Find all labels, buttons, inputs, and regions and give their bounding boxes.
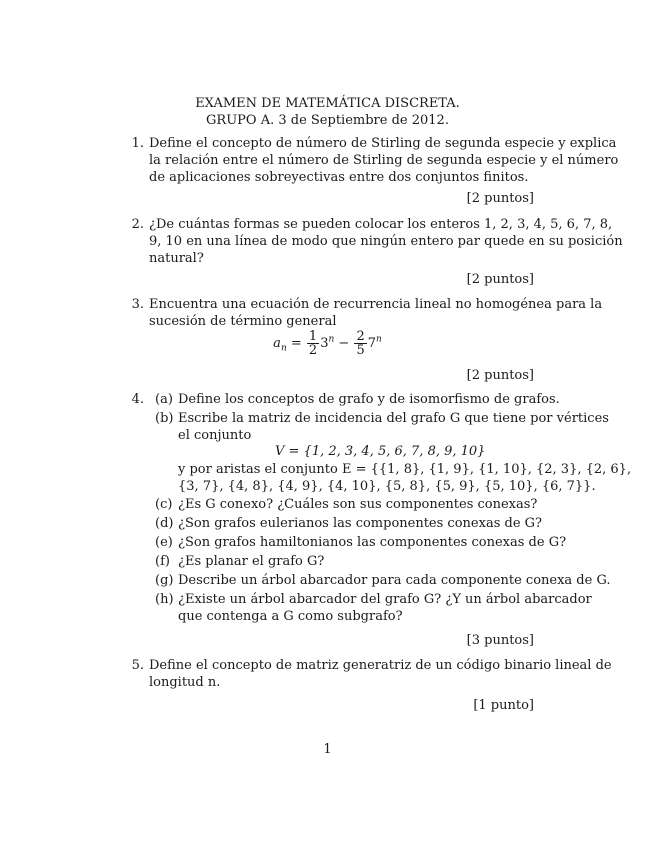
fraction-numerator: 1 [308,329,318,344]
question-line: longitud n. [149,675,221,690]
question-line: Define el concepto de número de Stirling de segunda especie y explica [149,136,617,151]
power-base: 7 [367,336,377,351]
part-h-text: que contenga a G como subgrafo? [178,609,403,624]
question-line: la relación entre el número de Stirling de segunda especie y el número [149,153,619,168]
part-label-g: (g) [155,573,174,588]
part-d-text: ¿Son grafos eulerianos las componentes conexas de G? [178,516,542,531]
question-line: ¿De cuántas formas se pueden colocar los enteros 1, 2, 3, 4, 5, 6, 7, 8, [149,217,613,232]
fraction-numerator: 2 [356,329,365,344]
question-line: natural? [149,251,204,266]
part-h-text: ¿Existe un árbol abarcador del grafo G? ¿Y un árbol abarcador [178,592,592,607]
part-b-text: el conjunto [178,428,252,443]
question-number: 3. [131,297,144,312]
power-exponent: n [376,334,382,345]
question-number: 2. [131,217,144,232]
part-label-f: (f) [155,554,170,569]
part-c-text: ¿Es G conexo? ¿Cuáles son sus componentes conexas? [178,497,538,512]
part-e-text: ¿Son grafos hamiltonianos las componentes conexas de G? [178,535,567,550]
points-label: [1 punto] [473,698,534,713]
equation-lhs: a [273,336,281,351]
fraction-one-half [307,330,319,357]
points-label: [2 puntos] [466,368,534,383]
part-b-text: Escribe la matriz de incidencia del grafo G que tiene por vértices [178,411,609,426]
recurrence-equation [0,330,655,358]
part-f-text: ¿Es planar el grafo G? [178,554,325,569]
fraction-two-fifths [354,330,366,357]
question-line: Encuentra una ecuación de recurrencia lineal no homogénea para la [149,297,603,312]
part-label-b: (b) [155,411,174,426]
power-base: 3 [320,336,329,351]
question-line: Define el concepto de matriz generatriz de un código binario lineal de [149,658,612,673]
points-label: [3 puntos] [466,633,534,648]
edge-set-line: {3, 7}, {4, 8}, {4, 9}, {4, 10}, {5, 8}, {5, 9}, {5, 10}, {6, 7}}. [178,479,596,494]
question-number: 1. [131,136,144,151]
edge-set-line: y por aristas el conjunto E = {{1, 8}, {1, 9}, {1, 10}, {2, 3}, {2, 6}, [178,462,632,477]
question-number: 5. [131,658,144,673]
equation-equals: = [290,336,302,351]
vertex-set: V = {1, 2, 3, 4, 5, 6, 7, 8, 9, 10} [275,444,486,459]
part-label-a: (a) [155,392,173,407]
part-a-text: Define los conceptos de grafo y de isomorfismo de grafos. [178,392,560,407]
exam-subtitle: GRUPO A. 3 de Septiembre de 2012. [206,113,449,128]
equation-lhs-sub: n [280,343,287,354]
points-label: [2 puntos] [466,272,534,287]
part-label-d: (d) [155,516,174,531]
equation-minus: − [338,336,350,351]
part-g-text: Describe un árbol abarcador para cada componente conexa de G. [178,573,611,588]
part-label-e: (e) [155,535,173,550]
fraction-denominator: 2 [308,343,318,358]
part-label-h: (h) [155,592,174,607]
page-number: 1 [323,742,332,757]
question-line: 9, 10 en una línea de modo que ningún entero par quede en su posición [149,234,623,249]
fraction-denominator: 5 [356,343,365,358]
power-exponent: n [328,334,335,345]
question-line: sucesión de término general [149,314,337,329]
points-label: [2 puntos] [466,191,534,206]
exam-title: EXAMEN DE MATEMÁTICA DISCRETA. [195,96,460,111]
question-line: de aplicaciones sobreyectivas entre dos conjuntos finitos. [149,170,529,185]
question-number: 4. [131,392,144,407]
part-label-c: (c) [155,497,173,512]
